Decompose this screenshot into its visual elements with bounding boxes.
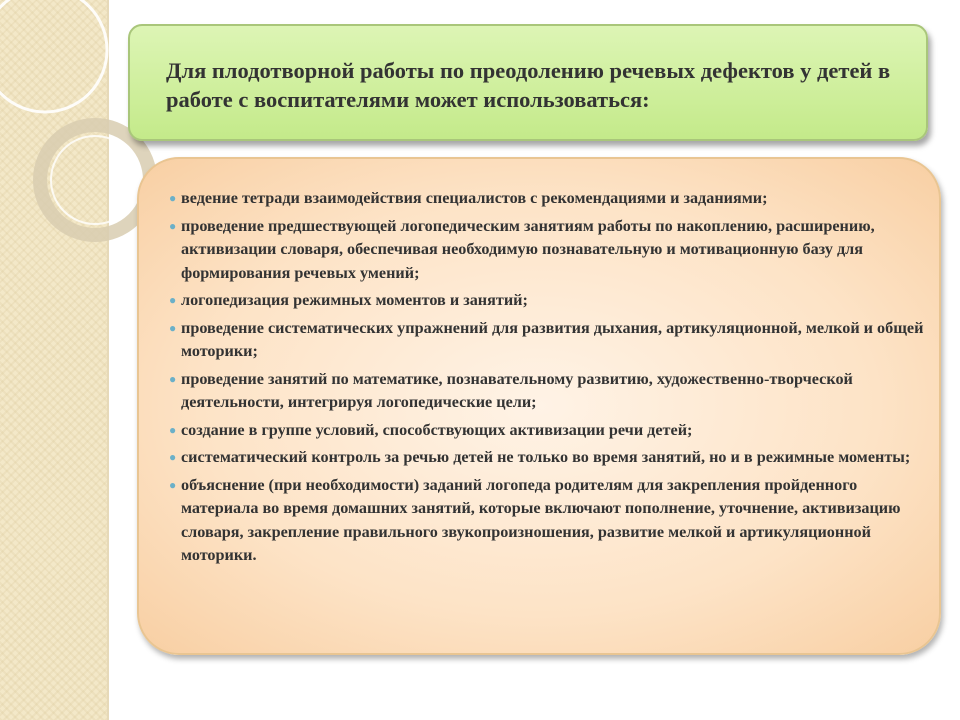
- recommendations-panel: [137, 157, 941, 655]
- bullet-dot-icon: ●: [169, 450, 177, 464]
- list-item-text: проведение систематических упражнений для развития дыхания, артикуляционной, мелкой и общей моторики;: [181, 318, 924, 360]
- list-item: [169, 317, 925, 364]
- bullet-dot-icon: ●: [169, 320, 177, 335]
- list-item: [169, 368, 925, 415]
- recommendations-list: [169, 187, 925, 568]
- list-item: [169, 419, 925, 443]
- list-item: [169, 446, 925, 470]
- bullet-dot-icon: ●: [169, 218, 177, 233]
- bullet-dot-icon: ●: [169, 191, 177, 205]
- bullet-dot-icon: ●: [169, 422, 177, 437]
- slide-title: Для плодотворной работы по преодолению речевых дефектов у детей в работе с воспитателями может использоваться:: [166, 58, 891, 112]
- bullet-dot-icon: ●: [169, 477, 177, 492]
- list-item: [169, 215, 925, 286]
- list-item-text: логопедизация режимных моментов и занятий;: [181, 291, 528, 309]
- title-box: [128, 24, 928, 141]
- list-item: [169, 474, 925, 568]
- list-item-text: проведение предшествующей логопедическим занятиям работы по накоплению, расширению, активизации словаря, обеспечивая необходимую познавательную и мотивационную базу для формирования речевых умений;: [181, 216, 875, 282]
- list-item: [169, 289, 925, 313]
- list-item-text: систематический контроль за речью детей не только во время занятий, но и в режимные моменты;: [181, 448, 911, 466]
- list-item-text: создание в группе условий, способствующих активизации речи детей;: [181, 420, 693, 439]
- list-item-text: ведение тетради взаимодействия специалистов с рекомендациями и заданиями;: [181, 189, 768, 207]
- list-item-text: проведение занятий по математике, познавательному развитию, художественно-творческой деятельности, интегрируя логопедические цели;: [181, 369, 853, 411]
- list-item: [169, 187, 925, 211]
- list-item-text: объяснение (при необходимости) заданий логопеда родителям для закрепления пройденного материала во время домашних занятий, которые включают пополнение, уточнение, активизацию словаря, закрепление правильного звукопроизношения, развитие мелкой и артикуляционной моторики.: [181, 475, 901, 564]
- bullet-dot-icon: ●: [169, 293, 177, 307]
- bullet-dot-icon: ●: [169, 371, 177, 386]
